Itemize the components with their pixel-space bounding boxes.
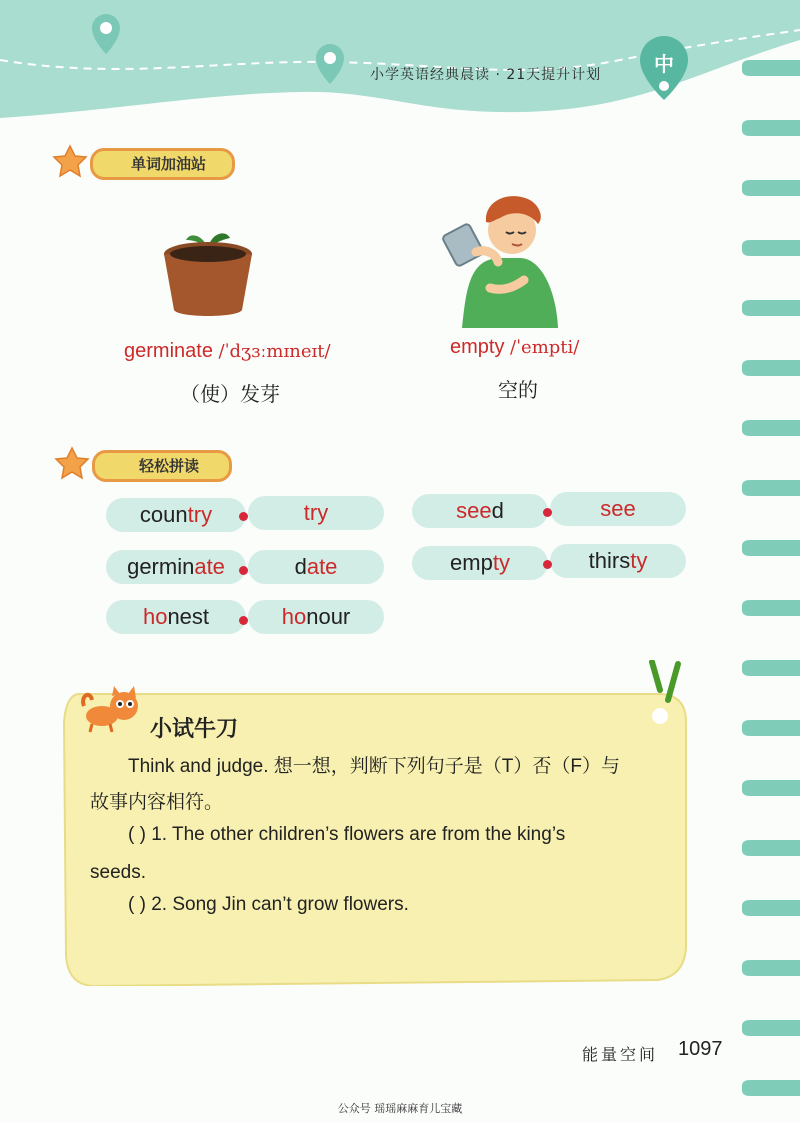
notebook-tab: [742, 840, 800, 856]
phonics-word: [106, 550, 246, 584]
word-part: try: [187, 502, 213, 527]
notebook-tab: [742, 900, 800, 916]
boy-with-cup-image: [440, 188, 564, 328]
notebook-tab: [742, 540, 800, 556]
notebook-tab: [742, 1020, 800, 1036]
word: empty: [450, 336, 505, 358]
word-part: ty: [492, 550, 510, 575]
word-part: ate: [194, 554, 225, 579]
footer-label: 能量空间: [582, 1045, 659, 1064]
phonics-word: [248, 496, 384, 530]
quiz-item-2: ( ) 2. Song Jin can’t grow flowers.: [128, 894, 409, 915]
pair-dot: [543, 508, 552, 517]
word-part: ty: [630, 548, 648, 573]
phonics-word: [248, 600, 384, 634]
phonics-word: [550, 492, 686, 526]
vocab-word-empty: [450, 336, 579, 359]
notebook-tab: [742, 720, 800, 736]
watermark: 公众号 瑶瑶麻麻育儿宝藏: [337, 1102, 463, 1115]
plant-pot-image: [160, 222, 256, 322]
notebook-tab: [742, 480, 800, 496]
word-part: see: [600, 496, 636, 521]
grade-badge: 中: [654, 52, 674, 76]
word-part: ho: [142, 604, 168, 629]
section-header-vocab: [50, 144, 250, 178]
section-header-phonics: [52, 446, 252, 480]
phonics-word: [550, 544, 686, 578]
pair-dot: [239, 566, 248, 575]
vocab-meaning: 空的: [498, 378, 538, 402]
word-part: ho: [281, 604, 307, 629]
notebook-tab: [742, 600, 800, 616]
vocab-meaning: （使）发芽: [180, 382, 280, 406]
quiz-title: 小试牛刀: [150, 717, 239, 742]
word-part: thirs: [588, 548, 631, 573]
check-mark-icon: [646, 660, 686, 710]
quiz-instruction: Think and judge. 想一想，判断下列句子是（T）否（F）与: [128, 756, 620, 777]
phonics-word: [106, 498, 246, 532]
quiz-item-1-cont: seeds.: [90, 862, 146, 883]
word-part: nour: [306, 604, 351, 629]
book-title: 小学英语经典晨读 · 21天提升计划: [370, 67, 602, 83]
word-part: ate: [306, 554, 338, 579]
pair-dot: [543, 560, 552, 569]
cat-icon: [80, 686, 144, 734]
notebook-tab: [742, 360, 800, 376]
star-icon: [50, 144, 90, 178]
phonics-word: [412, 546, 548, 580]
section-title: 轻松拼读: [92, 450, 232, 482]
word-part: germin: [127, 554, 195, 579]
notebook-tab: [742, 300, 800, 316]
notebook-tab: [742, 780, 800, 796]
ipa: /ˈdʒɜːmɪneɪt/: [218, 341, 331, 362]
word-part: see: [456, 498, 492, 523]
phonics-word: [248, 550, 384, 584]
star-icon: [52, 446, 92, 480]
pair-dot: [239, 616, 248, 625]
ipa: /ˈempti/: [510, 337, 580, 358]
section-title: 单词加油站: [90, 148, 235, 180]
word-part: d: [294, 554, 307, 579]
word: germinate: [124, 340, 213, 362]
quiz-instruction-cont: 故事内容相符。: [90, 792, 224, 813]
notebook-tab: [742, 420, 800, 436]
word-part: nest: [167, 604, 210, 629]
notebook-tab: [742, 960, 800, 976]
pair-dot: [239, 512, 248, 521]
word-part: d: [491, 498, 504, 523]
word-part: emp: [450, 550, 493, 575]
notebook-tab: [742, 1080, 800, 1096]
word-part: coun: [139, 502, 188, 527]
notebook-tab: [742, 660, 800, 676]
phonics-word: [106, 600, 246, 634]
word-part: try: [303, 500, 329, 525]
page-number: 1097: [678, 1038, 723, 1060]
quiz-item-1: ( ) 1. The other children’s flowers are from the king’s: [128, 824, 566, 845]
notebook-tabs: [738, 40, 800, 1120]
notebook-tab: [742, 120, 800, 136]
phonics-word: [412, 494, 548, 528]
notebook-tab: [742, 240, 800, 256]
notebook-tab: [742, 180, 800, 196]
notebook-tab: [742, 60, 800, 76]
vocab-word-germinate: [124, 340, 331, 363]
